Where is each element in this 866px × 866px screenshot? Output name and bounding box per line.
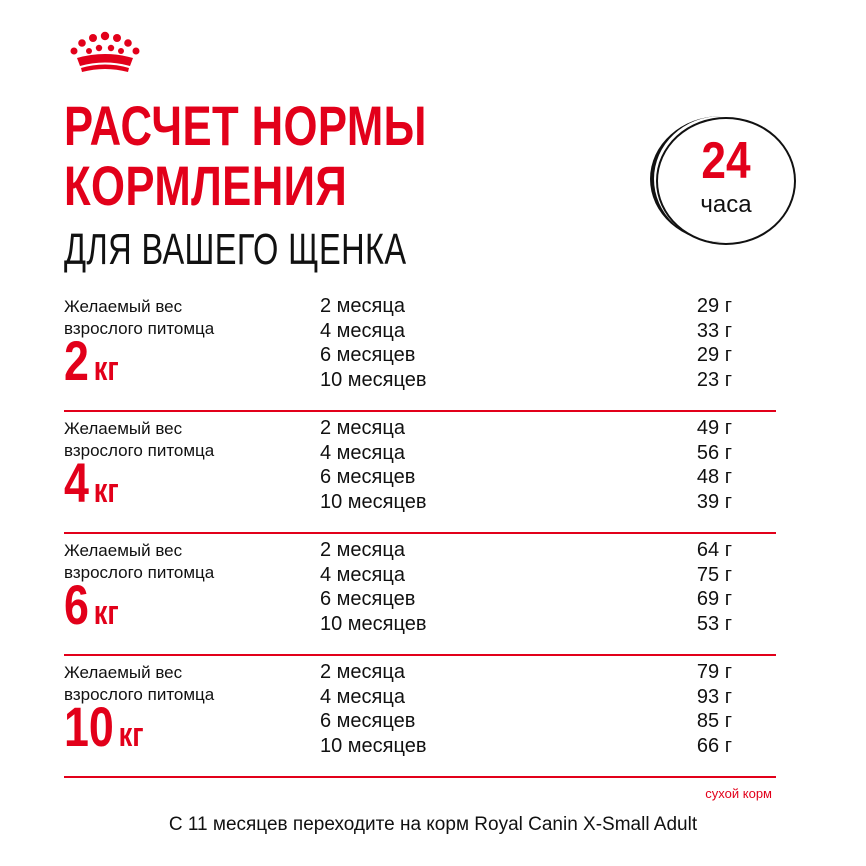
age-label: 4 месяца <box>320 319 405 342</box>
target-weight-unit: кг <box>93 472 119 510</box>
target-weight-value: 4 <box>64 451 89 514</box>
age-label: 10 месяцев <box>320 490 427 513</box>
daily-amount: 23 г <box>696 368 732 391</box>
weight-label-line-2: взрослого питомца <box>64 563 215 582</box>
daily-amount: 56 г <box>696 441 732 464</box>
feeding-row <box>320 319 732 344</box>
feeding-row <box>320 465 732 490</box>
age-label: 2 месяца <box>320 539 405 561</box>
feeding-row <box>320 441 732 466</box>
feeding-row <box>320 612 732 637</box>
daily-amount: 29 г <box>696 295 732 317</box>
weight-section <box>64 534 776 656</box>
feeding-row <box>320 368 732 393</box>
weight-section <box>64 290 776 412</box>
daily-amount: 33 г <box>696 319 732 342</box>
title-line-2: КОРМЛЕНИЯ <box>64 154 348 217</box>
target-weight-unit: кг <box>93 350 119 388</box>
weight-section <box>64 412 776 534</box>
footer-note: С 11 месяцев переходите на корм Royal Canin X-Small Adult <box>168 814 698 835</box>
feeding-row <box>320 709 732 734</box>
daily-amount: 79 г <box>696 661 732 683</box>
section-divider <box>64 776 776 778</box>
page-subtitle: ДЛЯ ВАШЕГО ЩЕНКА <box>64 225 407 274</box>
age-label: 6 месяцев <box>320 710 416 732</box>
crown-icon <box>68 30 142 74</box>
target-weight-unit: кг <box>93 594 119 632</box>
page-title <box>64 96 427 216</box>
feeding-row <box>320 563 732 588</box>
feeding-row <box>320 538 732 563</box>
age-label: 10 месяцев <box>320 734 427 757</box>
feeding-rows <box>320 538 732 636</box>
title-line-1: РАСЧЕТ НОРМЫ <box>64 94 427 157</box>
daily-amount: 48 г <box>696 466 732 488</box>
feeding-row <box>320 490 732 515</box>
age-label: 10 месяцев <box>320 612 427 635</box>
feeding-row <box>320 416 732 441</box>
target-weight <box>64 574 119 644</box>
dry-food-note: сухой корм <box>705 786 772 801</box>
feeding-row <box>320 294 732 319</box>
target-weight-value: 2 <box>64 329 89 392</box>
feeding-rows <box>320 416 732 514</box>
age-label: 10 месяцев <box>320 368 427 391</box>
target-weight <box>64 696 144 766</box>
age-label: 2 месяца <box>320 417 405 439</box>
daily-amount: 75 г <box>696 563 732 586</box>
age-label: 4 месяца <box>320 441 405 464</box>
duration-badge <box>656 117 796 245</box>
age-label: 2 месяца <box>320 661 405 683</box>
badge-unit: часа <box>700 191 752 218</box>
target-weight-value: 10 <box>64 695 114 758</box>
age-label: 6 месяцев <box>320 588 416 610</box>
daily-amount: 64 г <box>696 539 732 561</box>
weight-label-line-2: взрослого питомца <box>64 685 215 704</box>
feeding-rows <box>320 294 732 392</box>
daily-amount: 53 г <box>696 612 732 635</box>
target-weight-value: 6 <box>64 573 89 636</box>
target-weight <box>64 452 119 522</box>
daily-amount: 49 г <box>696 417 732 439</box>
target-weight-unit: кг <box>118 716 144 754</box>
weight-label-line-1: Желаемый вес <box>64 419 183 438</box>
daily-amount: 66 г <box>696 734 732 757</box>
weight-section <box>64 656 776 778</box>
age-label: 2 месяца <box>320 295 405 317</box>
weight-label-line-2: взрослого питомца <box>64 441 215 460</box>
weight-label-line-1: Желаемый вес <box>64 663 183 682</box>
age-label: 6 месяцев <box>320 466 416 488</box>
feeding-row <box>320 734 732 759</box>
feeding-row <box>320 685 732 710</box>
badge-number: 24 <box>701 132 751 190</box>
age-label: 4 месяца <box>320 563 405 586</box>
daily-amount: 29 г <box>696 344 732 366</box>
daily-amount: 69 г <box>696 588 732 610</box>
feeding-row <box>320 587 732 612</box>
daily-amount: 39 г <box>696 490 732 513</box>
age-label: 6 месяцев <box>320 344 416 366</box>
daily-amount: 93 г <box>696 685 732 708</box>
feeding-row <box>320 343 732 368</box>
target-weight <box>64 330 119 400</box>
weight-label-line-1: Желаемый вес <box>64 297 183 316</box>
weight-label-line-2: взрослого питомца <box>64 319 215 338</box>
weight-label-line-1: Желаемый вес <box>64 541 183 560</box>
age-label: 4 месяца <box>320 685 405 708</box>
feeding-row <box>320 660 732 685</box>
daily-amount: 85 г <box>696 710 732 732</box>
feeding-rows <box>320 660 732 758</box>
